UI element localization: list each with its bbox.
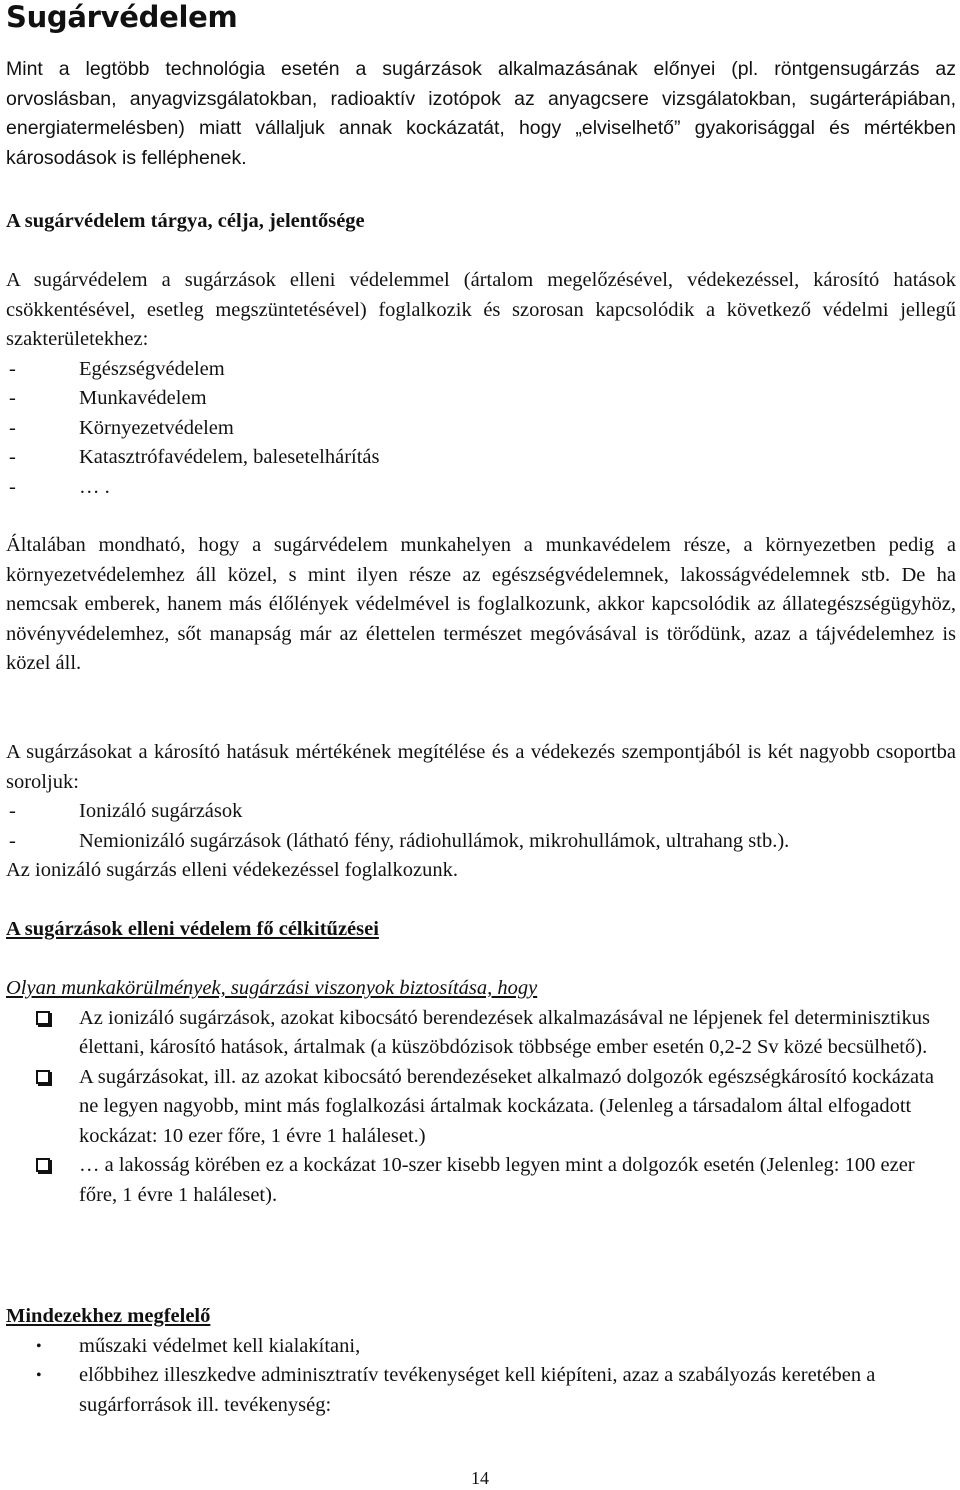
section1-paragraph-4: Az ionizáló sugárzás elleni védekezéssel foglalkozunk. bbox=[6, 859, 458, 881]
section2-lead: Olyan munkakörülmények, sugárzási viszonyok biztosítása, hogy bbox=[6, 977, 538, 999]
dash-mark: - bbox=[9, 829, 16, 852]
dash-mark: - bbox=[9, 357, 16, 380]
section1-heading: A sugárvédelem tárgya, célja, jelentősége bbox=[6, 210, 365, 232]
checkbox-icon bbox=[36, 1070, 50, 1084]
requirements-list bbox=[6, 1332, 956, 1421]
list-item: Az ionizáló sugárzások, azokat kibocsátó berendezések alkalmazásával ne lépjenek fel determinisztikus élettani, károsító hatások, ártalmak (a küszöbdózisok többsége ember esetén 0,2-2 Sv közé becsülhető). bbox=[6, 1004, 956, 1063]
bullet-icon: • bbox=[36, 1367, 42, 1384]
section1-paragraph: A sugárvédelem a sugárzások elleni védelemmel (ártalom megelőzésével, védekezéssel, károsító hatások csökkentésével, esetleg megszüntetésével) foglalkozik és szorosan kapcsolódik a következő védelmi jellegű szakterületekhez: bbox=[6, 269, 956, 350]
list-item: - Környezetvédelem bbox=[6, 414, 956, 444]
list-item: • előbbihez illeszkedve adminisztratív tevékenységet kell kiépíteni, azaz a szabályozás keretében a sugárforrások ill. tevékenység: bbox=[6, 1361, 956, 1420]
checkbox-icon bbox=[36, 1011, 50, 1025]
list-item: - Munkavédelem bbox=[6, 384, 956, 414]
objectives-list bbox=[6, 1004, 956, 1211]
list-item: - … . bbox=[6, 473, 956, 503]
section1-paragraph-2: Általában mondható, hogy a sugárvédelem munkahelyen a munkavédelem része, a környezetben pedig a környezetvédelemhez áll közel, s mint ilyen része az egészségvédelemnek, lakosságvédelemnek stb. De ha nemcsak emberek, hanem más élőlények védelmével is foglalkozunk, akkor kapcsolódik az állategészségügyhöz, növényvédelemhez, sőt manapság már az élettelen természet megóvásával is törődünk, azaz a tájvédelemhez is közel áll. bbox=[6, 534, 956, 674]
page-number: 14 bbox=[471, 1468, 489, 1488]
list-item: - Egészségvédelem bbox=[6, 355, 956, 385]
intro-paragraph: Mint a legtöbb technológia esetén a sugárzások alkalmazásának előnyei (pl. röntgensugárzás az orvoslásban, anyagvizsgálatokban, radioaktív izotópok az anyagcsere vizsgálatokban, sugárterápiában, energiatermelésben) miatt vállaljuk annak kockázatát, hogy „elviselhető” gyakorisággal és mértékben károsodások is felléphenek. bbox=[6, 58, 956, 169]
section3-body bbox=[6, 1302, 956, 1420]
related-fields-list bbox=[6, 355, 956, 503]
section1-body bbox=[6, 266, 956, 502]
section3-heading: Mindezekhez megfelelő bbox=[6, 1305, 211, 1327]
radiation-groups-list bbox=[6, 797, 956, 856]
radiation-groups-block bbox=[6, 738, 956, 886]
bullet-icon: • bbox=[36, 1337, 42, 1355]
dash-mark: - bbox=[9, 416, 16, 439]
list-item: A sugárzásokat, ill. az azokat kibocsátó berendezéseket alkalmazó dolgozók egészségkárosító kockázata ne legyen nagyobb, mint más foglalkozási ártalmak kockázata. (Jelenleg a társadalom által elfogadott kockázat: 10 ezer főre, 1 évre 1 haláleset.) bbox=[6, 1063, 956, 1152]
list-item: - Nemionizáló sugárzások (látható fény, rádiohullámok, mikrohullámok, ultrahang stb.). bbox=[6, 827, 956, 857]
section1-paragraph-3: A sugárzásokat a károsító hatásuk mértékének megítélése és a védekezés szempontjából is két nagyobb csoportba soroljuk: bbox=[6, 741, 956, 793]
list-item: • műszaki védelmet kell kialakítani, bbox=[6, 1332, 956, 1362]
dash-mark: - bbox=[9, 387, 16, 409]
page-title: Sugárvédelem bbox=[6, 0, 238, 34]
section2-body bbox=[6, 974, 956, 1210]
checkbox-icon bbox=[36, 1158, 50, 1172]
dash-mark: - bbox=[9, 475, 16, 498]
dash-mark: - bbox=[9, 446, 16, 468]
list-item: - Katasztrófavédelem, balesetelhárítás bbox=[6, 443, 956, 473]
dash-mark: - bbox=[9, 800, 16, 822]
list-item: … a lakosság körében ez a kockázat 10-szer kisebb legyen mint a dolgozók esetén (Jelenleg: 100 ezer főre, 1 évre 1 haláleset). bbox=[6, 1151, 956, 1210]
section2-heading: A sugárzások elleni védelem fő célkitűzései bbox=[6, 918, 379, 940]
list-item: - Ionizáló sugárzások bbox=[6, 797, 956, 827]
